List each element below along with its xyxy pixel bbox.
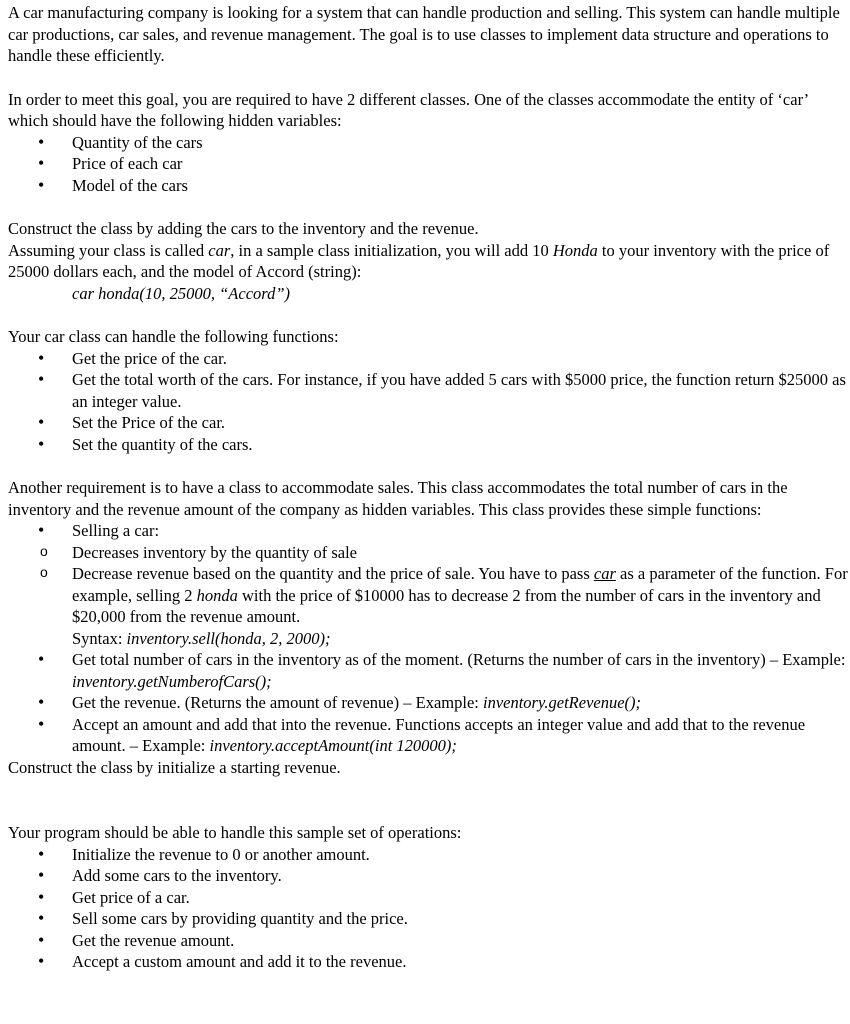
- text-span: honda: [196, 585, 238, 605]
- list-item: • Get price of a car.: [8, 887, 850, 909]
- list-item: • Model of the cars: [8, 175, 850, 197]
- list-item: • Set the quantity of the cars.: [8, 434, 850, 456]
- list-item: • Get the total worth of the cars. For instance, if you have added 5 cars with $5000 price, the function return $25000 as an integer value.: [8, 369, 850, 412]
- text-span: Accept an amount and add that into the revenue. Functions accepts an integer value and add that to the revenue amount. – Example:: [72, 714, 806, 755]
- list-item: • Quantity of the cars: [8, 132, 850, 154]
- list-item: • Price of each car: [8, 153, 850, 175]
- list-item: • Accept a custom amount and add it to the revenue.: [8, 951, 850, 973]
- car-variables-list: [8, 132, 850, 197]
- list-item: • Initialize the revenue to 0 or another amount.: [8, 844, 850, 866]
- sales-class-intro: Another requirement is to have a class to accommodate sales. This class accommodates the total number of cars in the inventory and the revenue amount of the company as hidden variables. This class provides these simple functions:: [8, 478, 788, 519]
- list-item: [8, 714, 850, 757]
- list-item: [8, 649, 850, 692]
- intro-paragraph: A car manufacturing company is looking for a system that can handle production and selling. This system can handle multiple car productions, car sales, and revenue management. The goal is to use classes to implement data structure and operations to handle these efficiently.: [8, 3, 840, 65]
- text-span: car: [208, 240, 231, 260]
- list-item: • Get the price of the car.: [8, 348, 850, 370]
- text-span: inventory.acceptAmount(int 120000);: [209, 736, 457, 755]
- car-functions-intro: Your car class can handle the following functions:: [8, 327, 339, 346]
- car-construct-text: Construct the class by adding the cars to the inventory and the revenue.: [8, 219, 479, 238]
- list-item: [8, 692, 850, 714]
- car-assume-paragraph: [8, 240, 850, 283]
- code-example: [8, 283, 850, 305]
- list-item: • Sell some cars by providing quantity and the price.: [8, 908, 850, 930]
- program-operations-list: [8, 844, 850, 973]
- text-span: inventory.sell(honda, 2, 2000);: [126, 628, 331, 648]
- sales-functions-list: [8, 520, 850, 757]
- text-span: Honda: [552, 240, 598, 260]
- list-item: [8, 520, 850, 649]
- text-span: inventory.getNumberofCars();: [72, 671, 272, 691]
- text-span: Selling a car:: [72, 521, 160, 540]
- text-span: car honda(10, 25000, “Accord”): [72, 283, 290, 303]
- list-item: • Set the Price of the car.: [8, 412, 850, 434]
- text-span: Decrease revenue based on the quantity and the price of sale. You have to pass: [72, 564, 594, 583]
- text-span: Get the revenue. (Returns the amount of revenue) – Example:: [72, 693, 483, 712]
- text-span: Syntax:: [72, 628, 127, 648]
- text-span: with the price of $10000 has to decrease 2 from the number of cars in the inventory and $20,000 from the revenue amount.: [72, 585, 821, 626]
- car-functions-list: [8, 348, 850, 456]
- text-span: to your inventory with the price of 25000 dollars each, and the model of Accord (string):: [8, 240, 830, 281]
- car-class-intro: In order to meet this goal, you are required to have 2 different classes. One of the classes accommodate the entity of ‘car’ which should have the following hidden variables:: [8, 89, 808, 130]
- text-span: inventory.getRevenue();: [482, 693, 642, 712]
- list-item: o Decreases inventory by the quantity of sale: [8, 542, 850, 564]
- text-span: car: [593, 564, 616, 583]
- list-item: [8, 563, 850, 649]
- list-item: • Get the revenue amount.: [8, 930, 850, 952]
- text-span: , in a sample class initialization, you will add 10: [230, 240, 553, 260]
- selling-sublist: [8, 542, 850, 650]
- text-span: as a parameter of the function. For example, selling 2: [72, 564, 848, 605]
- text-span: Assuming your class is called: [8, 240, 209, 260]
- list-item: • Add some cars to the inventory.: [8, 865, 850, 887]
- sales-construct-text: Construct the class by initialize a starting revenue.: [8, 757, 341, 777]
- program-intro: Your program should be able to handle this sample set of operations:: [8, 823, 462, 842]
- text-span: Get total number of cars in the inventory as of the moment. (Returns the number of cars in the inventory) – Example:: [72, 650, 846, 669]
